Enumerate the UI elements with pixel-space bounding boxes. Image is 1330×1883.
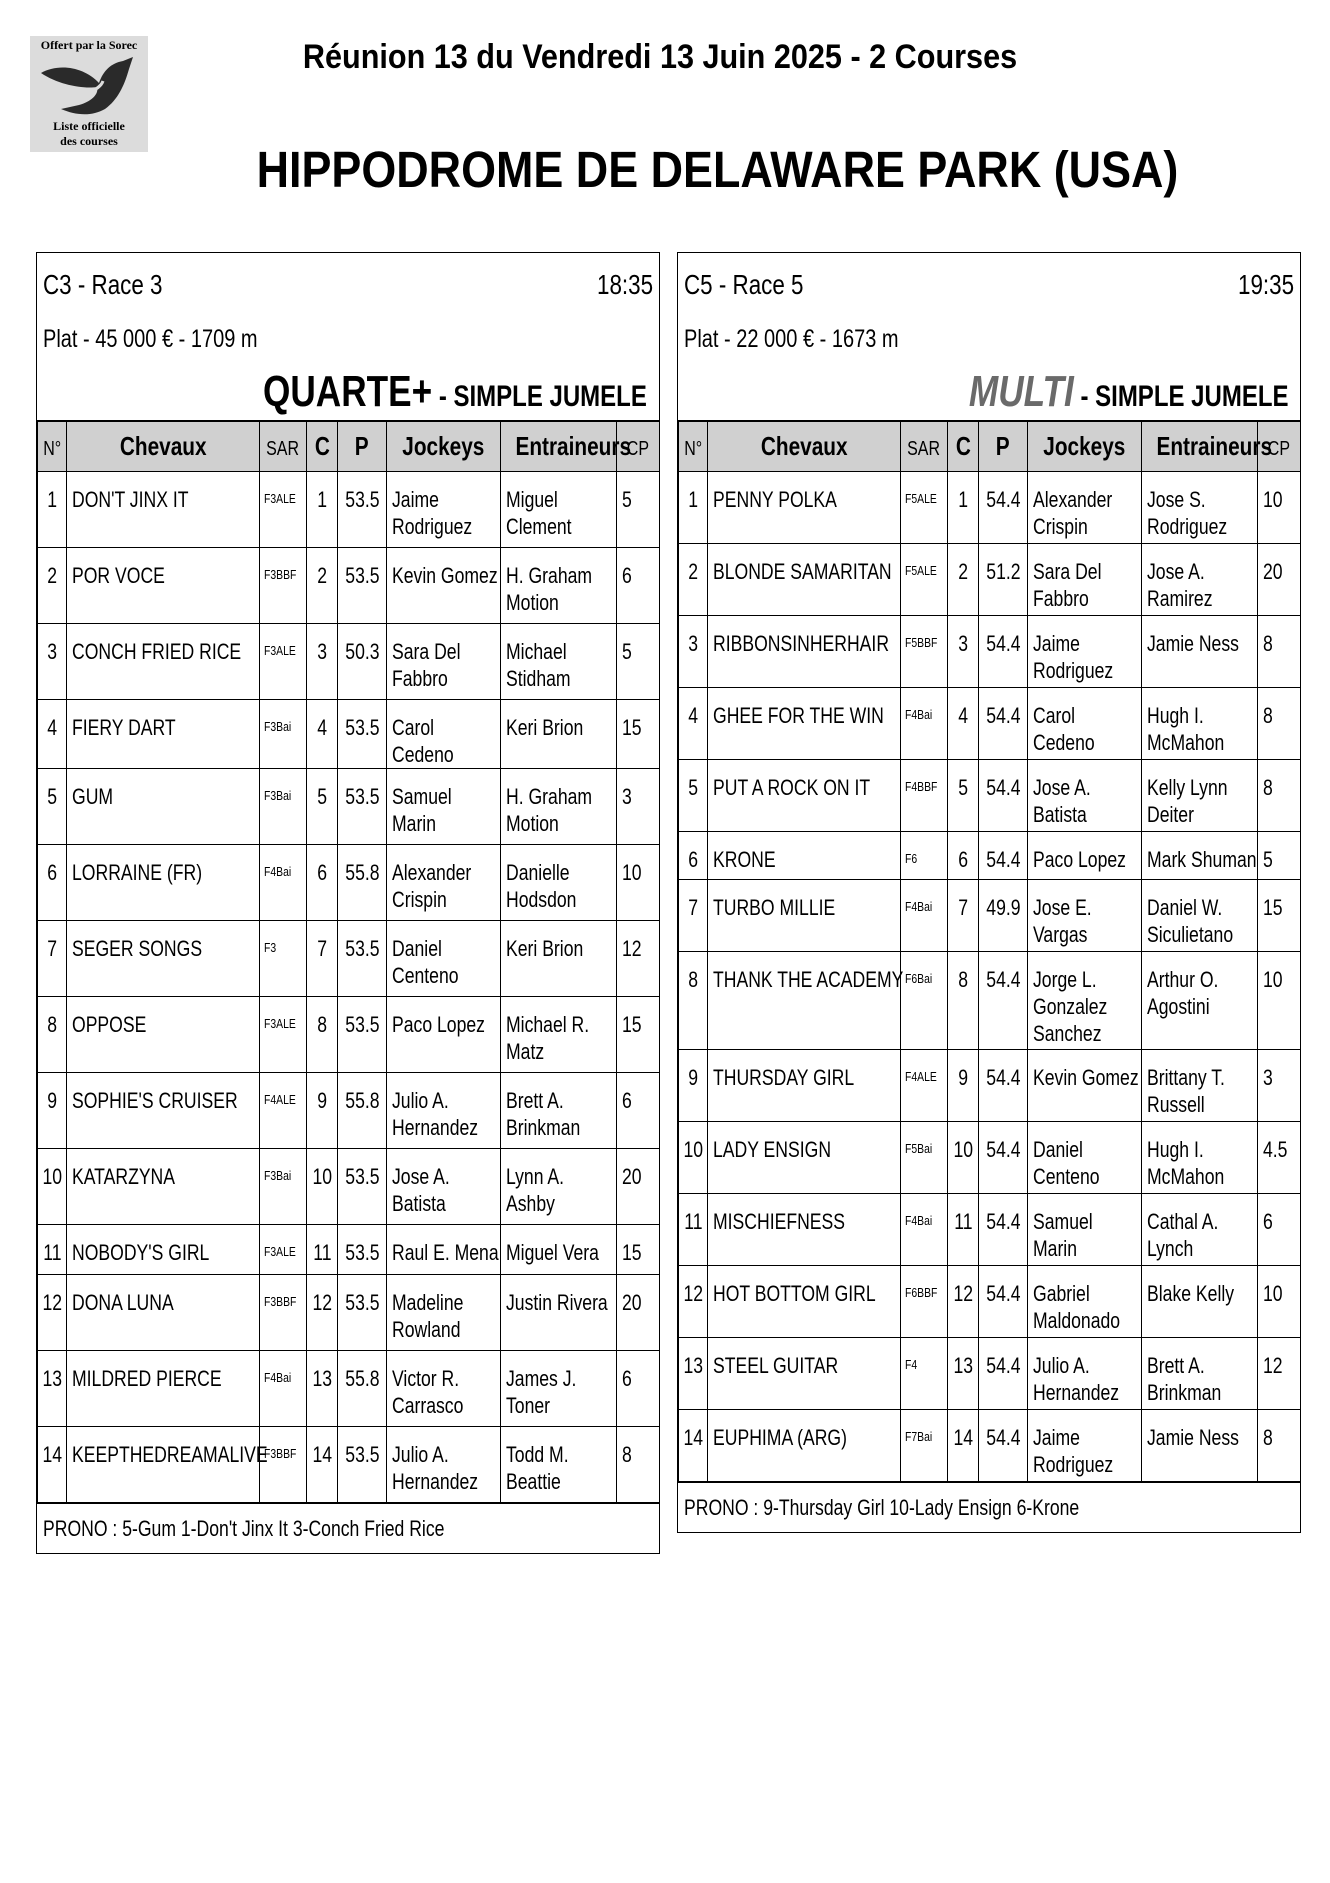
odds-cp: 20 xyxy=(617,1275,660,1351)
table-row xyxy=(38,1225,660,1275)
trainer-name: Justin Rivera xyxy=(501,1275,617,1351)
trainer-name: Todd M. Beattie xyxy=(501,1427,617,1503)
runner-number: 10 xyxy=(38,1149,67,1225)
table-row xyxy=(38,624,660,700)
draw-number: 11 xyxy=(307,1225,338,1275)
col-cp: CP xyxy=(1258,422,1301,472)
race-code: C5 - Race 5 xyxy=(684,269,804,300)
horse-sar: F3BBF xyxy=(260,1275,307,1351)
table-row xyxy=(38,1073,660,1149)
horse-name: SEGER SONGS xyxy=(67,921,260,997)
weight: 53.5 xyxy=(338,1149,387,1225)
table-row xyxy=(679,1338,1301,1410)
jockey-name: Samuel Marin xyxy=(387,769,501,845)
race-bet-types xyxy=(263,367,647,417)
draw-number: 10 xyxy=(307,1149,338,1225)
horse-name: DONA LUNA xyxy=(67,1275,260,1351)
jockey-name: Victor R. Carrasco xyxy=(387,1351,501,1427)
odds-cp: 8 xyxy=(1258,760,1301,832)
meeting-title: Réunion 13 du Vendredi 13 Juin 2025 - 2 Courses xyxy=(302,38,1018,76)
col-trainer: Entraineurs xyxy=(1142,422,1258,472)
trainer-name: H. Graham Motion xyxy=(501,548,617,624)
weight: 54.4 xyxy=(979,760,1028,832)
weight: 53.5 xyxy=(338,548,387,624)
draw-number: 8 xyxy=(307,997,338,1073)
horse-sar: F5BBF xyxy=(901,616,948,688)
jockey-name: Gabriel Maldonado xyxy=(1028,1266,1142,1338)
horse-name: THANK THE ACADEMY xyxy=(708,952,901,1050)
col-num: N° xyxy=(679,422,708,472)
table-row xyxy=(679,1266,1301,1338)
weight: 54.4 xyxy=(979,952,1028,1050)
runner-number: 4 xyxy=(38,700,67,769)
jockey-name: Julio A. Hernandez xyxy=(387,1073,501,1149)
table-row xyxy=(679,472,1301,544)
odds-cp: 3 xyxy=(617,769,660,845)
table-row xyxy=(38,921,660,997)
odds-cp: 6 xyxy=(617,1351,660,1427)
table-row xyxy=(679,952,1301,1050)
trainer-name: Blake Kelly xyxy=(1142,1266,1258,1338)
weight: 53.5 xyxy=(338,921,387,997)
draw-number: 14 xyxy=(307,1427,338,1503)
odds-cp: 15 xyxy=(1258,880,1301,952)
jockey-name: Alexander Crispin xyxy=(1028,472,1142,544)
weight: 53.5 xyxy=(338,700,387,769)
horse-name: TURBO MILLIE xyxy=(708,880,901,952)
table-row xyxy=(38,997,660,1073)
horse-sar: F6Bai xyxy=(901,952,948,1050)
weight: 53.5 xyxy=(338,997,387,1073)
weight: 55.8 xyxy=(338,1073,387,1149)
draw-number: 14 xyxy=(948,1410,979,1482)
bet-sub: - SIMPLE JUMELE xyxy=(432,380,647,413)
race-header xyxy=(678,253,1300,421)
draw-number: 7 xyxy=(307,921,338,997)
jockey-name: Sara Del Fabbro xyxy=(387,624,501,700)
runner-number: 11 xyxy=(38,1225,67,1275)
race-time: 19:35 xyxy=(1237,269,1294,300)
trainer-name: Mark Shuman xyxy=(1142,832,1258,880)
odds-cp: 8 xyxy=(1258,688,1301,760)
odds-cp: 12 xyxy=(1258,1338,1301,1410)
horse-sar: F5ALE xyxy=(901,544,948,616)
runner-number: 4 xyxy=(679,688,708,760)
jockey-name: Alexander Crispin xyxy=(387,845,501,921)
table-row xyxy=(679,1122,1301,1194)
horse-sar: F3Bai xyxy=(260,700,307,769)
race-card-c5 xyxy=(677,252,1301,1533)
runner-number: 2 xyxy=(679,544,708,616)
runner-number: 11 xyxy=(679,1194,708,1266)
runners-body xyxy=(38,472,660,1503)
trainer-name: Jose A. Ramirez xyxy=(1142,544,1258,616)
runner-number: 7 xyxy=(679,880,708,952)
jockey-name: Raul E. Mena xyxy=(387,1225,501,1275)
draw-number: 9 xyxy=(948,1050,979,1122)
trainer-name: Cathal A. Lynch xyxy=(1142,1194,1258,1266)
jockey-name: Paco Lopez xyxy=(387,997,501,1073)
jockey-name: Jose A. Batista xyxy=(387,1149,501,1225)
draw-number: 12 xyxy=(948,1266,979,1338)
race-code: C3 - Race 3 xyxy=(43,269,163,300)
horse-name: RIBBONSINHERHAIR xyxy=(708,616,901,688)
col-c: C xyxy=(948,422,979,472)
runners-table xyxy=(678,421,1301,1482)
jockey-name: Sara Del Fabbro xyxy=(1028,544,1142,616)
table-row xyxy=(38,1427,660,1503)
jockey-name: Jorge L. Gonzalez Sanchez xyxy=(1028,952,1142,1050)
col-trainer: Entraineurs xyxy=(501,422,617,472)
trainer-name: Jose S. Rodriguez xyxy=(1142,472,1258,544)
horse-sar: F4BBF xyxy=(901,760,948,832)
table-row xyxy=(679,1050,1301,1122)
weight: 54.4 xyxy=(979,1410,1028,1482)
table-row xyxy=(679,1194,1301,1266)
table-row xyxy=(38,769,660,845)
col-c: C xyxy=(307,422,338,472)
odds-cp: 15 xyxy=(617,700,660,769)
trainer-name: Kelly Lynn Deiter xyxy=(1142,760,1258,832)
trainer-name: Keri Brion xyxy=(501,700,617,769)
trainer-name: Hugh I. McMahon xyxy=(1142,1122,1258,1194)
horse-name: OPPOSE xyxy=(67,997,260,1073)
weight: 54.4 xyxy=(979,1122,1028,1194)
table-row xyxy=(38,472,660,548)
jockey-name: Daniel Centeno xyxy=(387,921,501,997)
runner-number: 5 xyxy=(679,760,708,832)
runner-number: 5 xyxy=(38,769,67,845)
trainer-name: Hugh I. McMahon xyxy=(1142,688,1258,760)
horse-name: LORRAINE (FR) xyxy=(67,845,260,921)
table-row xyxy=(38,1351,660,1427)
col-sar: SAR xyxy=(901,422,948,472)
horse-sar: F4ALE xyxy=(901,1050,948,1122)
trainer-name: Michael Stidham xyxy=(501,624,617,700)
runner-number: 3 xyxy=(679,616,708,688)
odds-cp: 5 xyxy=(1258,832,1301,880)
runner-number: 1 xyxy=(679,472,708,544)
horse-sar: F5Bai xyxy=(901,1122,948,1194)
runner-number: 12 xyxy=(679,1266,708,1338)
trainer-name: Lynn A. Ashby xyxy=(501,1149,617,1225)
jockey-name: Jaime Rodriguez xyxy=(1028,616,1142,688)
race-info: Plat - 22 000 € - 1673 m xyxy=(684,325,899,353)
horse-sar: F3BBF xyxy=(260,1427,307,1503)
horse-sar: F4Bai xyxy=(260,1351,307,1427)
col-p: P xyxy=(338,422,387,472)
table-row xyxy=(679,760,1301,832)
jockey-name: Paco Lopez xyxy=(1028,832,1142,880)
prono: PRONO : 5-Gum 1-Don't Jinx It 3-Conch Fried Rice xyxy=(37,1503,659,1553)
race-time: 18:35 xyxy=(596,269,653,300)
odds-cp: 8 xyxy=(1258,616,1301,688)
horse-sar: F4 xyxy=(901,1338,948,1410)
jockey-name: Jose A. Batista xyxy=(1028,760,1142,832)
horse-name: KRONE xyxy=(708,832,901,880)
horse-sar: F4Bai xyxy=(901,688,948,760)
jockey-name: Carol Cedeno xyxy=(1028,688,1142,760)
weight: 54.4 xyxy=(979,1338,1028,1410)
draw-number: 5 xyxy=(307,769,338,845)
trainer-name: Daniel W. Siculietano xyxy=(1142,880,1258,952)
draw-number: 9 xyxy=(307,1073,338,1149)
horse-name: GHEE FOR THE WIN xyxy=(708,688,901,760)
horse-name: KEEPTHEDREAMALIVE xyxy=(67,1427,260,1503)
odds-cp: 6 xyxy=(1258,1194,1301,1266)
odds-cp: 5 xyxy=(617,624,660,700)
draw-number: 3 xyxy=(307,624,338,700)
trainer-name: Danielle Hodsdon xyxy=(501,845,617,921)
draw-number: 12 xyxy=(307,1275,338,1351)
trainer-name: H. Graham Motion xyxy=(501,769,617,845)
weight: 54.4 xyxy=(979,1194,1028,1266)
col-horse: Chevaux xyxy=(67,422,260,472)
draw-number: 6 xyxy=(948,832,979,880)
draw-number: 13 xyxy=(307,1351,338,1427)
horse-name: FIERY DART xyxy=(67,700,260,769)
runner-number: 7 xyxy=(38,921,67,997)
horse-sar: F4ALE xyxy=(260,1073,307,1149)
horse-name: PENNY POLKA xyxy=(708,472,901,544)
odds-cp: 10 xyxy=(1258,472,1301,544)
horse-name: HOT BOTTOM GIRL xyxy=(708,1266,901,1338)
horse-sar: F4Bai xyxy=(901,880,948,952)
odds-cp: 10 xyxy=(1258,1266,1301,1338)
weight: 53.5 xyxy=(338,1427,387,1503)
race-info: Plat - 45 000 € - 1709 m xyxy=(43,325,258,353)
trainer-name: Brett A. Brinkman xyxy=(1142,1338,1258,1410)
table-row xyxy=(679,688,1301,760)
table-row xyxy=(679,880,1301,952)
trainer-name: Michael R. Matz xyxy=(501,997,617,1073)
draw-number: 11 xyxy=(948,1194,979,1266)
weight: 53.5 xyxy=(338,769,387,845)
horse-logo-icon xyxy=(39,53,139,119)
draw-number: 6 xyxy=(307,845,338,921)
logo-bottom-text-1: Liste officielle xyxy=(53,119,125,133)
runner-number: 14 xyxy=(38,1427,67,1503)
logo-top-text: Offert par la Sorec xyxy=(40,38,138,52)
runner-number: 2 xyxy=(38,548,67,624)
bet-main: MULTI xyxy=(968,367,1074,416)
horse-name: KATARZYNA xyxy=(67,1149,260,1225)
trainer-name: Brett A. Brinkman xyxy=(501,1073,617,1149)
trainer-name: Keri Brion xyxy=(501,921,617,997)
draw-number: 3 xyxy=(948,616,979,688)
table-row xyxy=(679,616,1301,688)
horse-name: BLONDE SAMARITAN xyxy=(708,544,901,616)
weight: 51.2 xyxy=(979,544,1028,616)
runner-number: 6 xyxy=(38,845,67,921)
draw-number: 10 xyxy=(948,1122,979,1194)
odds-cp: 4.5 xyxy=(1258,1122,1301,1194)
horse-name: MILDRED PIERCE xyxy=(67,1351,260,1427)
runner-number: 6 xyxy=(679,832,708,880)
bet-sub: - SIMPLE JUMELE xyxy=(1073,380,1288,413)
col-sar: SAR xyxy=(260,422,307,472)
jockey-name: Jaime Rodriguez xyxy=(387,472,501,548)
track-name: HIPPODROME DE DELAWARE PARK (USA) xyxy=(256,141,1179,198)
draw-number: 5 xyxy=(948,760,979,832)
weight: 53.5 xyxy=(338,1275,387,1351)
jockey-name: Julio A. Hernandez xyxy=(387,1427,501,1503)
col-jockey: Jockeys xyxy=(387,422,501,472)
prono: PRONO : 9-Thursday Girl 10-Lady Ensign 6-Krone xyxy=(678,1482,1300,1532)
runner-number: 8 xyxy=(38,997,67,1073)
weight: 53.5 xyxy=(338,472,387,548)
weight: 54.4 xyxy=(979,616,1028,688)
draw-number: 1 xyxy=(948,472,979,544)
jockey-name: Kevin Gomez xyxy=(387,548,501,624)
jockey-name: Jaime Rodriguez xyxy=(1028,1410,1142,1482)
weight: 54.4 xyxy=(979,1050,1028,1122)
runner-number: 10 xyxy=(679,1122,708,1194)
trainer-name: Jamie Ness xyxy=(1142,616,1258,688)
horse-sar: F6 xyxy=(901,832,948,880)
runner-number: 14 xyxy=(679,1410,708,1482)
col-horse: Chevaux xyxy=(708,422,901,472)
weight: 50.3 xyxy=(338,624,387,700)
table-row xyxy=(38,1275,660,1351)
odds-cp: 5 xyxy=(617,472,660,548)
logo-bottom-text-2: des courses xyxy=(60,134,118,148)
col-jockey: Jockeys xyxy=(1028,422,1142,472)
runner-number: 9 xyxy=(38,1073,67,1149)
table-row xyxy=(38,1149,660,1225)
table-row xyxy=(679,832,1301,880)
draw-number: 2 xyxy=(307,548,338,624)
odds-cp: 12 xyxy=(617,921,660,997)
odds-cp: 15 xyxy=(617,1225,660,1275)
jockey-name: Daniel Centeno xyxy=(1028,1122,1142,1194)
jockey-name: Kevin Gomez xyxy=(1028,1050,1142,1122)
table-row xyxy=(679,1410,1301,1482)
weight: 54.4 xyxy=(979,472,1028,544)
table-header-row xyxy=(679,422,1301,472)
horse-name: DON'T JINX IT xyxy=(67,472,260,548)
weight: 55.8 xyxy=(338,1351,387,1427)
weight: 53.5 xyxy=(338,1225,387,1275)
horse-name: GUM xyxy=(67,769,260,845)
horse-sar: F3BBF xyxy=(260,548,307,624)
odds-cp: 6 xyxy=(617,1073,660,1149)
race-bet-types xyxy=(968,367,1288,417)
odds-cp: 8 xyxy=(617,1427,660,1503)
trainer-name: Brittany T. Russell xyxy=(1142,1050,1258,1122)
race-header xyxy=(37,253,659,421)
jockey-name: Carol Cedeno xyxy=(387,700,501,769)
table-row xyxy=(38,548,660,624)
table-row xyxy=(38,700,660,769)
horse-sar: F3ALE xyxy=(260,1225,307,1275)
jockey-name: Samuel Marin xyxy=(1028,1194,1142,1266)
horse-sar: F4Bai xyxy=(901,1194,948,1266)
race-card-c3 xyxy=(36,252,660,1554)
draw-number: 4 xyxy=(307,700,338,769)
weight: 55.8 xyxy=(338,845,387,921)
runner-number: 1 xyxy=(38,472,67,548)
horse-sar: F3Bai xyxy=(260,1149,307,1225)
odds-cp: 3 xyxy=(1258,1050,1301,1122)
trainer-name: Miguel Clement xyxy=(501,472,617,548)
weight: 49.9 xyxy=(979,880,1028,952)
draw-number: 7 xyxy=(948,880,979,952)
horse-sar: F3ALE xyxy=(260,624,307,700)
horse-sar: F3ALE xyxy=(260,472,307,548)
horse-name: MISCHIEFNESS xyxy=(708,1194,901,1266)
horse-name: EUPHIMA (ARG) xyxy=(708,1410,901,1482)
runner-number: 9 xyxy=(679,1050,708,1122)
draw-number: 4 xyxy=(948,688,979,760)
odds-cp: 15 xyxy=(617,997,660,1073)
horse-sar: F3 xyxy=(260,921,307,997)
runner-number: 8 xyxy=(679,952,708,1050)
odds-cp: 6 xyxy=(617,548,660,624)
runner-number: 12 xyxy=(38,1275,67,1351)
trainer-name: Jamie Ness xyxy=(1142,1410,1258,1482)
horse-name: CONCH FRIED RICE xyxy=(67,624,260,700)
table-row xyxy=(679,544,1301,616)
trainer-name: Arthur O. Agostini xyxy=(1142,952,1258,1050)
odds-cp: 8 xyxy=(1258,1410,1301,1482)
horse-name: LADY ENSIGN xyxy=(708,1122,901,1194)
horse-name: PUT A ROCK ON IT xyxy=(708,760,901,832)
runners-table xyxy=(37,421,660,1503)
odds-cp: 20 xyxy=(1258,544,1301,616)
runners-body xyxy=(679,472,1301,1482)
odds-cp: 20 xyxy=(617,1149,660,1225)
odds-cp: 10 xyxy=(617,845,660,921)
weight: 54.4 xyxy=(979,1266,1028,1338)
col-p: P xyxy=(979,422,1028,472)
draw-number: 2 xyxy=(948,544,979,616)
runner-number: 3 xyxy=(38,624,67,700)
horse-name: THURSDAY GIRL xyxy=(708,1050,901,1122)
horse-name: STEEL GUITAR xyxy=(708,1338,901,1410)
horse-name: NOBODY'S GIRL xyxy=(67,1225,260,1275)
horse-sar: F7Bai xyxy=(901,1410,948,1482)
runner-number: 13 xyxy=(38,1351,67,1427)
weight: 54.4 xyxy=(979,688,1028,760)
trainer-name: Miguel Vera xyxy=(501,1225,617,1275)
odds-cp: 10 xyxy=(1258,952,1301,1050)
draw-number: 8 xyxy=(948,952,979,1050)
jockey-name: Julio A. Hernandez xyxy=(1028,1338,1142,1410)
sorec-logo xyxy=(30,36,148,152)
horse-name: POR VOCE xyxy=(67,548,260,624)
horse-sar: F3Bai xyxy=(260,769,307,845)
horse-sar: F3ALE xyxy=(260,997,307,1073)
draw-number: 13 xyxy=(948,1338,979,1410)
horse-sar: F5ALE xyxy=(901,472,948,544)
trainer-name: James J. Toner xyxy=(501,1351,617,1427)
horse-sar: F4Bai xyxy=(260,845,307,921)
runner-number: 13 xyxy=(679,1338,708,1410)
table-header-row xyxy=(38,422,660,472)
bet-main: QUARTE+ xyxy=(263,367,433,416)
table-row xyxy=(38,845,660,921)
jockey-name: Jose E. Vargas xyxy=(1028,880,1142,952)
horse-name: SOPHIE'S CRUISER xyxy=(67,1073,260,1149)
col-num: N° xyxy=(38,422,67,472)
col-cp: CP xyxy=(617,422,660,472)
draw-number: 1 xyxy=(307,472,338,548)
jockey-name: Madeline Rowland xyxy=(387,1275,501,1351)
weight: 54.4 xyxy=(979,832,1028,880)
horse-sar: F6BBF xyxy=(901,1266,948,1338)
